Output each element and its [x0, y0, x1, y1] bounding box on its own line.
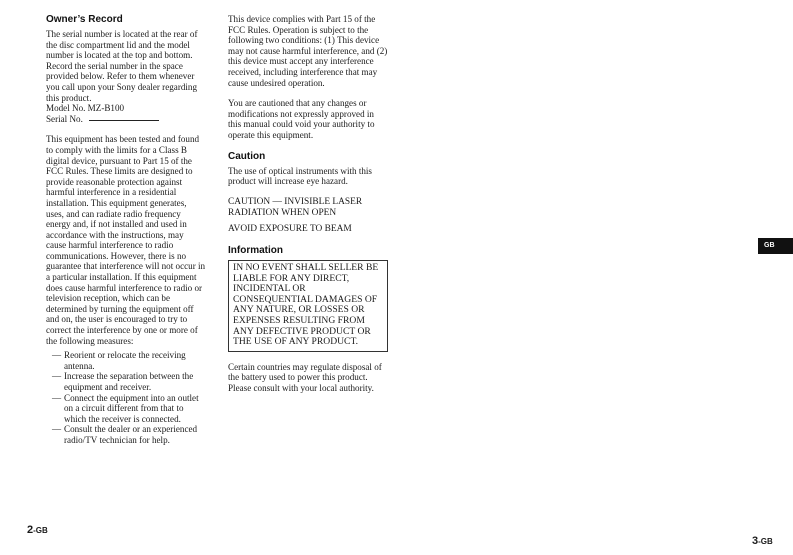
dash-bullet: — — [52, 424, 62, 435]
measures-list — [46, 350, 206, 445]
avoid-exposure-warning: AVOID EXPOSURE TO BEAM — [228, 224, 352, 235]
owners-record-text: The serial number is located at the rear of the disc compartment lid and the model number is located at the top and bottom. Record the serial number in the space provided below. Refer to them whenever you call upon your Sony dealer regarding this product. — [46, 29, 198, 103]
page-number-left — [27, 524, 48, 536]
dash-bullet: — — [52, 371, 62, 382]
information-heading: Information — [228, 245, 283, 257]
measure-text: Reorient or relocate the receiving antenna. — [64, 350, 186, 371]
list-item — [52, 424, 206, 445]
measure-text: Increase the separation between the equipment and receiver. — [64, 371, 194, 392]
left-column — [46, 14, 206, 446]
caution-heading: Caution — [228, 150, 266, 162]
language-tab: GB — [758, 238, 793, 254]
page-number: 2 — [27, 524, 34, 536]
page-number-right — [752, 535, 773, 547]
compliance-statement: This device complies with Part 15 of the FCC Rules. Operation is subject to the following two conditions: (1) This device may not cause harmful interference, and (2) this device must accept any interference received, including interference that may cause undesired operation. — [228, 14, 388, 88]
page-suffix: -GB — [33, 526, 48, 535]
information-disclaimer-box: IN NO EVENT SHALL SELLER BE LIABLE FOR ANY DIRECT, INCIDENTAL OR CONSEQUENTIAL DAMAGES OF ANY NATURE, OR LOSSES OR EXPENSES RESULTING FROM ANY DEFECTIVE PRODUCT OR THE USE OF ANY PRODUCT. — [228, 260, 388, 352]
list-item — [52, 350, 206, 371]
list-item — [52, 393, 206, 425]
serial-number-label: Serial No. — [46, 113, 83, 124]
battery-disposal-text: Certain countries may regulate disposal of the battery used to power this product. Please consult with your local authority. — [228, 361, 382, 394]
dash-bullet: — — [52, 350, 62, 361]
caution-text: The use of optical instruments with this product will increase eye hazard. — [228, 165, 372, 187]
fcc-statement: This equipment has been tested and found to comply with the limits for a Class B digital device, pursuant to Part 15 of the FCC Rules. These limits are designed to provide reasonable protection against harmful interference in a residential installation. This equipment generates, uses, and can radiate radio frequency energy and, if not installed and used in accordance with the instructions, may cause harmful interference to radio communications. However, there is no guarantee that interference will not occur in a particular installation. If this equipment does cause harmful interference to radio or television reception, which can be determined by turning the equipment off and on, the user is encouraged to try to correct the interference by one or more of the following measures: — [46, 134, 206, 346]
serial-number-field — [46, 114, 206, 125]
measure-text: Consult the dealer or an experienced radio/TV technician for help. — [64, 424, 198, 445]
modifications-warning: You are cautioned that any changes or modifications not expressly approved in this manual could void your authority to operate this equipment. — [228, 98, 375, 140]
laser-warning: CAUTION — INVISIBLE LASER RADIATION WHEN OPEN — [228, 196, 363, 218]
middle-column — [228, 14, 388, 394]
dash-bullet: — — [52, 392, 62, 403]
model-number: Model No. MZ-B100 — [46, 103, 125, 114]
measure-text: Connect the equipment into an outlet on a circuit different from that to which the receiver is connected. — [64, 392, 199, 424]
serial-number-blank-line — [89, 120, 159, 121]
list-item — [52, 371, 206, 392]
owners-record-heading: Owner’s Record — [46, 14, 123, 25]
page-suffix: -GB — [758, 537, 773, 546]
page-number: 3 — [752, 535, 759, 547]
